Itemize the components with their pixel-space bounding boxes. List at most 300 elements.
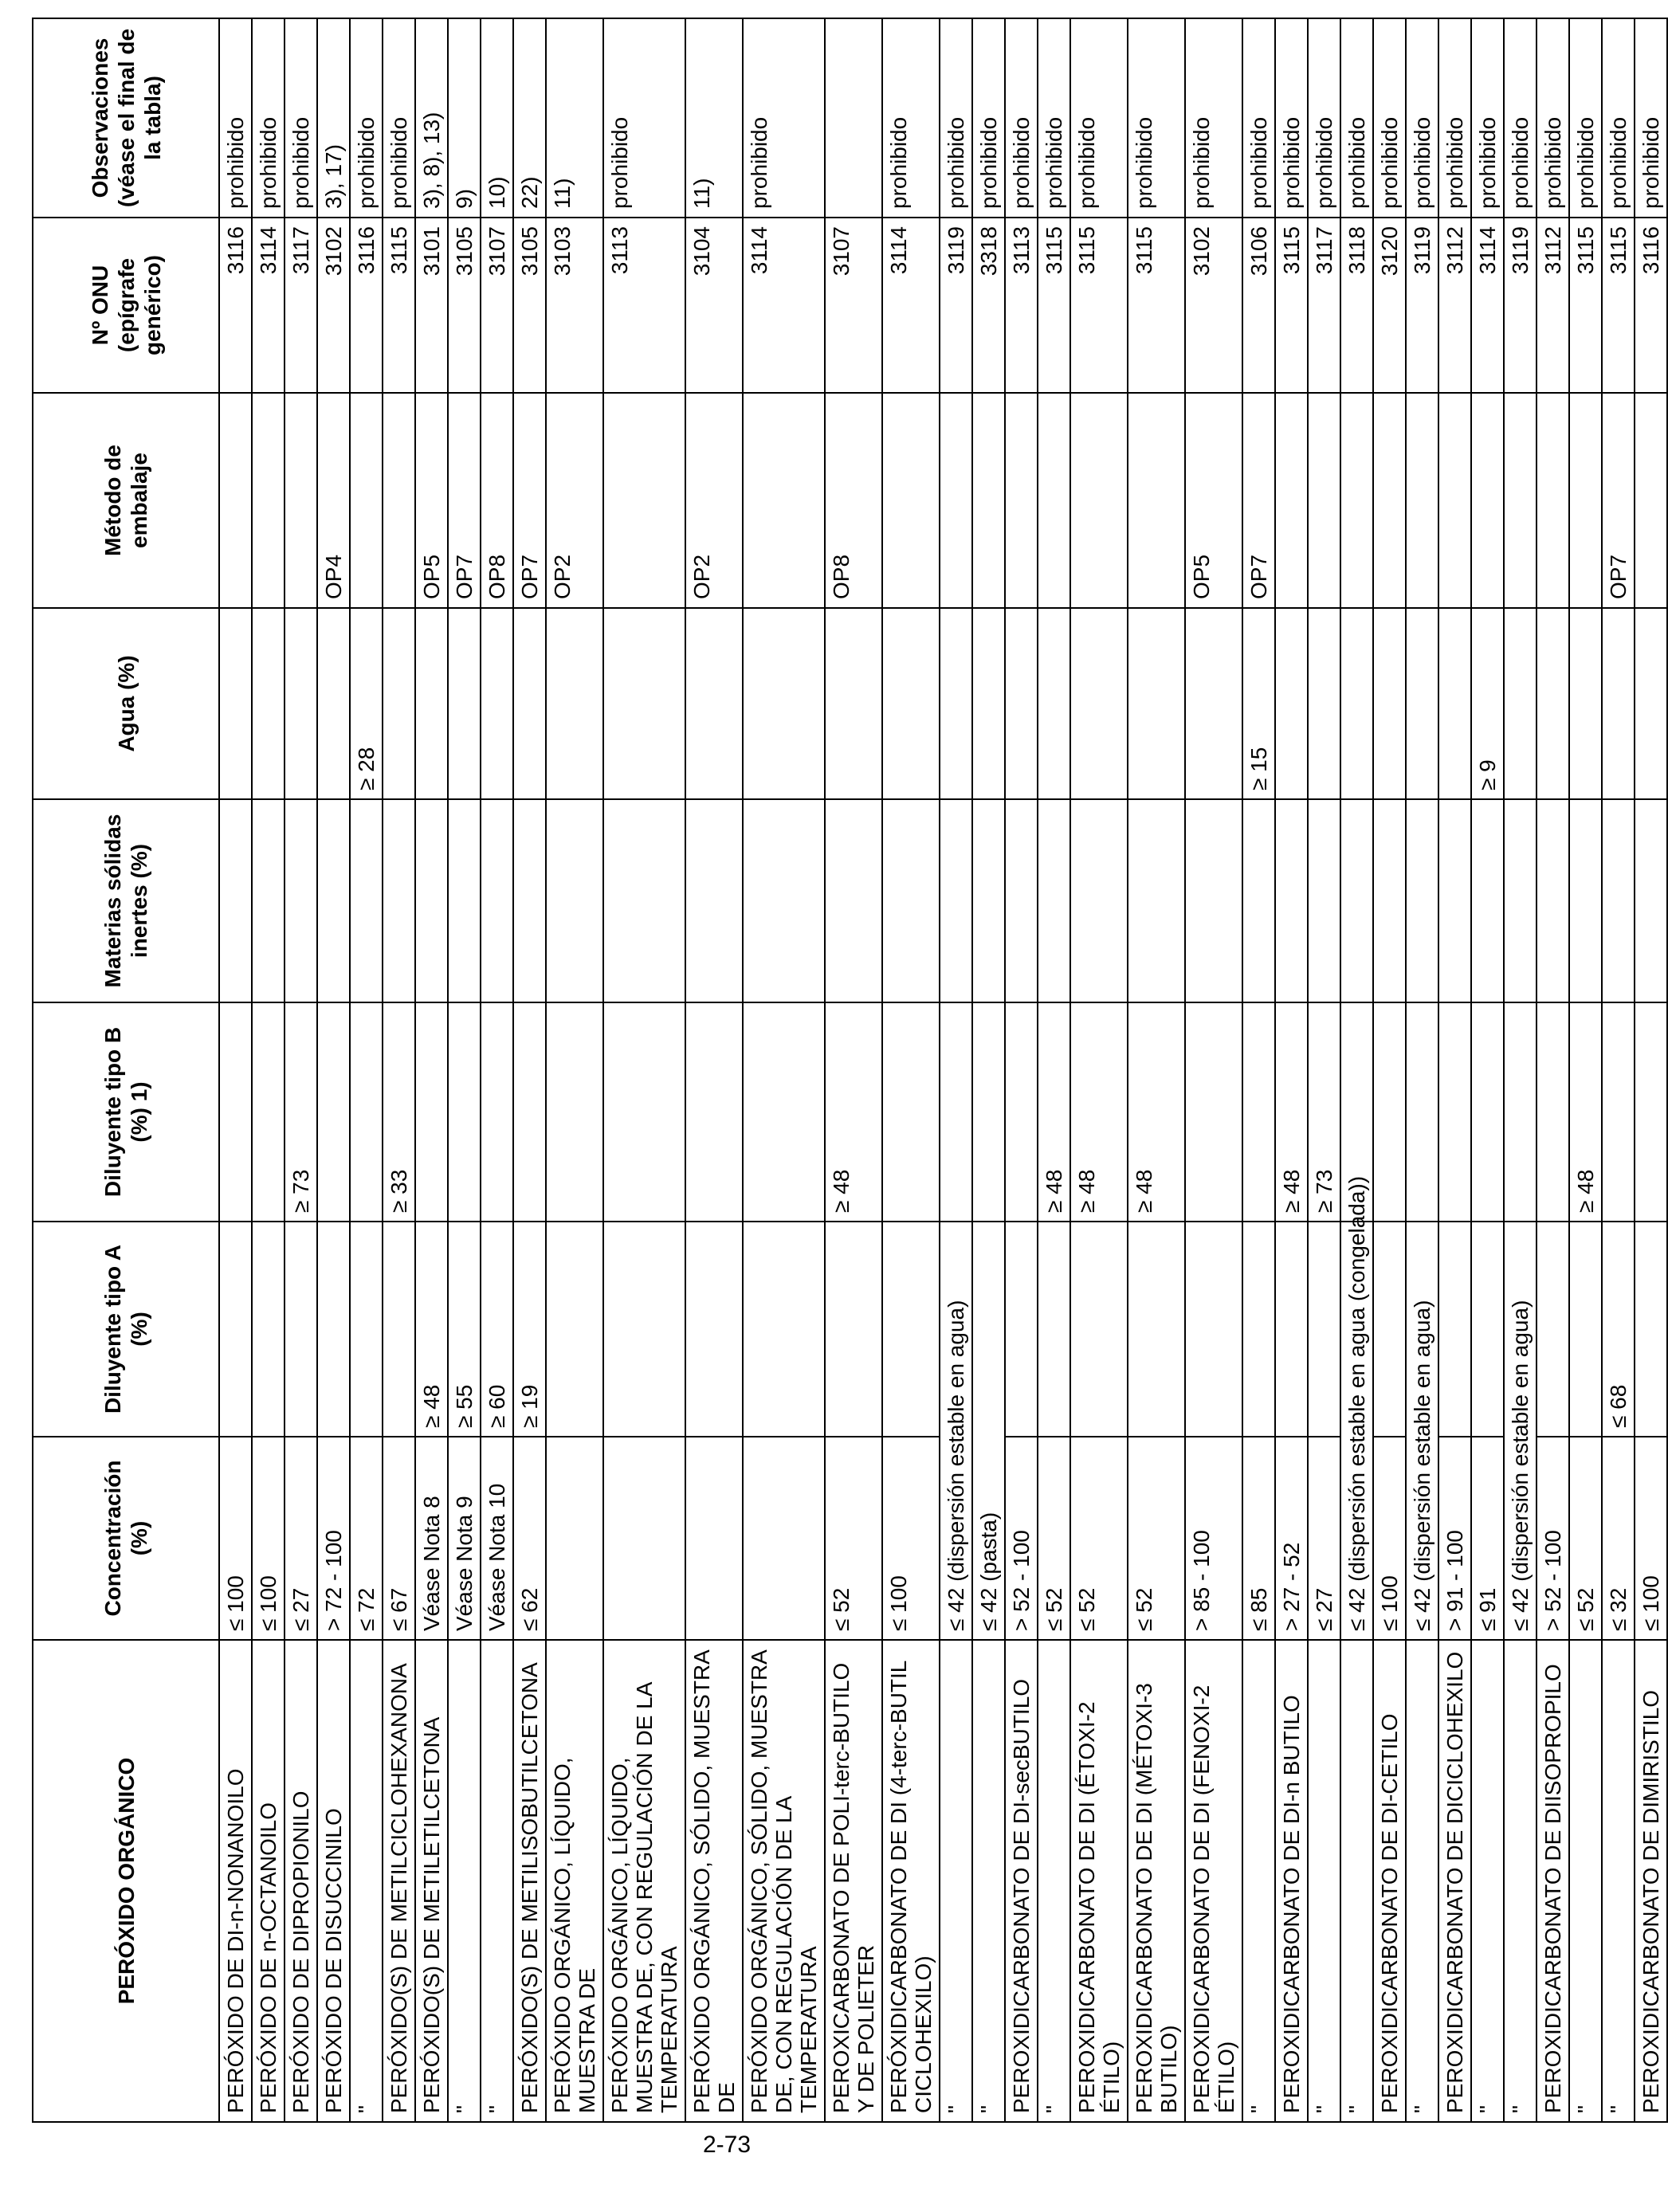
cell-packing-method [940,393,972,608]
cell-inert-solids [1406,799,1438,1002]
cell-peroxide-name: PEROXICARBONATO DE POLI-terc-BUTILO Y DE POLIETER [825,1640,882,2122]
table-row [383,18,415,2122]
cell-diluent-b: ≥ 48 [1275,1002,1308,1222]
cell-un-number: 3117 [1308,218,1340,393]
cell-diluent-b [603,1002,685,1222]
cell-diluent-a [1070,1222,1128,1437]
cell-un-number: 3106 [1242,218,1275,393]
cell-packing-method [1406,393,1438,608]
cell-water [1373,608,1406,799]
cell-packing-method [285,393,317,608]
cell-diluent-b: ≥ 48 [825,1002,882,1222]
header-un-number: Nº ONU (epígrafe genérico) [33,218,219,393]
cell-packing-method [1038,393,1070,608]
cell-packing-method [1635,393,1667,608]
cell-diluent-b [882,1002,940,1222]
cell-diluent-a [219,1222,252,1437]
cell-diluent-a [1128,1222,1185,1437]
cell-diluent-b [415,1002,448,1222]
peroxide-table [32,18,1668,2123]
cell-diluent-a [743,1222,825,1437]
cell-packing-method [1275,393,1308,608]
cell-diluent-a [1275,1222,1308,1437]
cell-un-number: 3103 [546,218,603,393]
cell-remarks: prohibido [1038,18,1070,218]
cell-diluent-b [1635,1002,1667,1222]
cell-diluent-b: ≥ 48 [1070,1002,1128,1222]
cell-peroxide-name: PERÓXIDO ORGÁNICO, LÍQUIDO, MUESTRA DE, CON REGULACIÓN DE LA TEMPERATURA [603,1640,685,2122]
cell-concentration: > 52 - 100 [1537,1437,1569,1640]
cell-packing-method [1005,393,1038,608]
cell-diluent-a [1635,1222,1667,1437]
cell-diluent-b [743,1002,825,1222]
cell-concentration: ≤ 42 (dispersión estable en agua) [1504,1437,1537,1640]
cell-inert-solids [448,799,481,1002]
cell-peroxide-name: " [1406,1640,1438,2122]
cell-remarks: prohibido [1340,18,1373,218]
cell-peroxide-name: PERÓXIDO(S) DE METILCICLOHEXANONA [383,1640,415,2122]
cell-water [383,608,415,799]
cell-water [1038,608,1070,799]
cell-remarks: 9) [448,18,481,218]
cell-diluent-a [1308,1222,1340,1437]
cell-water [1128,608,1185,799]
cell-un-number: 3105 [513,218,546,393]
cell-peroxide-name: " [448,1640,481,2122]
table-row [546,18,603,2122]
cell-remarks: 3), 8), 13) [415,18,448,218]
cell-un-number: 3119 [1504,218,1537,393]
cell-remarks: prohibido [1569,18,1602,218]
cell-peroxide-name: " [1602,1640,1635,2122]
cell-packing-method: OP8 [825,393,882,608]
table-row [1373,18,1406,2122]
cell-water [317,608,350,799]
cell-diluent-b [1373,1002,1406,1222]
cell-packing-method: OP7 [1602,393,1635,608]
cell-packing-method [1504,393,1537,608]
cell-diluent-b: ≥ 48 [1038,1002,1070,1222]
cell-water [1635,608,1667,799]
cell-remarks: prohibido [1275,18,1308,218]
cell-peroxide-name: PERÓXIDO ORGÁNICO, SÓLIDO, MUESTRA DE [685,1640,743,2122]
cell-un-number: 3114 [882,218,940,393]
cell-peroxide-name: PERÓXIDO DE n-OCTANOILO [252,1640,285,2122]
cell-remarks: prohibido [383,18,415,218]
cell-water [513,608,546,799]
cell-remarks: prohibido [743,18,825,218]
cell-packing-method [603,393,685,608]
cell-peroxide-name: " [1242,1640,1275,2122]
cell-concentration: ≤ 72 [350,1437,383,1640]
header-organic-peroxide: PERÓXIDO ORGÁNICO [33,1640,219,2122]
cell-un-number: 3113 [1005,218,1038,393]
cell-diluent-a [1569,1222,1602,1437]
cell-water: ≥ 9 [1471,608,1504,799]
cell-peroxide-name: " [1569,1640,1602,2122]
cell-inert-solids [546,799,603,1002]
cell-water [252,608,285,799]
cell-remarks: 11) [685,18,743,218]
table-row [1185,18,1242,2122]
cell-inert-solids [1185,799,1242,1002]
cell-diluent-a: ≤ 68 [1602,1222,1635,1437]
cell-peroxide-name: PEROXIDICARBONATO DE DI (MÉTOXI-3 BUTILO) [1128,1640,1185,2122]
cell-water [448,608,481,799]
cell-water [1340,608,1373,799]
cell-un-number: 3318 [972,218,1005,393]
cell-concentration: ≤ 100 [882,1437,940,1640]
table-row [350,18,383,2122]
cell-packing-method [1438,393,1471,608]
cell-diluent-b [481,1002,513,1222]
header-water: Agua (%) [33,608,219,799]
cell-diluent-a [1438,1222,1471,1437]
cell-inert-solids [603,799,685,1002]
table-row [1070,18,1128,2122]
cell-concentration: > 52 - 100 [1005,1437,1038,1640]
cell-packing-method: OP2 [546,393,603,608]
cell-diluent-a [603,1222,685,1437]
cell-diluent-b: ≥ 73 [1308,1002,1340,1222]
cell-diluent-b [1537,1002,1569,1222]
cell-peroxide-name: PERÓXIDO ORGÁNICO, SÓLIDO, MUESTRA DE, CON REGULACIÓN DE LA TEMPERATURA [743,1640,825,2122]
cell-inert-solids [1438,799,1471,1002]
cell-diluent-a [1005,1222,1038,1437]
cell-peroxide-name: PERÓXIDICARBONATO DE DI (4-terc-BUTIL CICLOHEXILO) [882,1640,940,2122]
cell-remarks: prohibido [1602,18,1635,218]
cell-concentration: ≤ 27 [285,1437,317,1640]
cell-peroxide-name: PEROXIDICARBONATO DE DI-n BUTILO [1275,1640,1308,2122]
cell-remarks: 11) [546,18,603,218]
cell-un-number: 3119 [1406,218,1438,393]
cell-peroxide-name: " [350,1640,383,2122]
cell-concentration: ≤ 52 [1070,1437,1128,1640]
cell-packing-method [1128,393,1185,608]
cell-remarks: prohibido [1471,18,1504,218]
cell-inert-solids [1005,799,1038,1002]
cell-diluent-a [1373,1222,1406,1437]
cell-un-number: 3116 [1635,218,1667,393]
header-diluent-a: Diluyente tipo A (%) [33,1222,219,1437]
cell-concentration: ≤ 32 [1602,1437,1635,1640]
table-row [285,18,317,2122]
cell-packing-method [252,393,285,608]
cell-water [415,608,448,799]
cell-inert-solids [1308,799,1340,1002]
table-row [1005,18,1038,2122]
cell-diluent-a [1471,1222,1504,1437]
cell-inert-solids [1038,799,1070,1002]
cell-water [882,608,940,799]
table-row [825,18,882,2122]
cell-peroxide-name: PEROXIDICARBONATO DE DI (FENOXI-2 ÉTILO) [1185,1640,1242,2122]
cell-water [1537,608,1569,799]
cell-packing-method [1569,393,1602,608]
cell-concentration: Véase Nota 10 [481,1437,513,1640]
cell-packing-method [1340,393,1373,608]
cell-water [1602,608,1635,799]
cell-concentration: ≤ 91 [1471,1437,1504,1640]
cell-concentration: Véase Nota 8 [415,1437,448,1640]
cell-diluent-a [383,1222,415,1437]
cell-remarks: prohibido [1373,18,1406,218]
cell-diluent-b [1471,1002,1504,1222]
cell-peroxide-name: PEROXIDICARBONATO DE DIISOPROPILO [1537,1640,1569,2122]
cell-remarks: prohibido [603,18,685,218]
page-number: 2-73 [702,2132,752,2158]
cell-diluent-a: ≥ 19 [513,1222,546,1437]
cell-water [546,608,603,799]
cell-remarks: prohibido [1537,18,1569,218]
cell-remarks: prohibido [285,18,317,218]
cell-peroxide-name: PEROXIDICARBONATO DE DI (ÉTOXI-2 ÉTILO) [1070,1640,1128,2122]
cell-inert-solids [415,799,448,1002]
cell-un-number: 3115 [1128,218,1185,393]
cell-concentration: ≤ 52 [1038,1437,1070,1640]
cell-concentration: ≤ 27 [1308,1437,1340,1640]
table-row [882,18,940,2122]
cell-inert-solids [383,799,415,1002]
cell-water [1005,608,1038,799]
cell-diluent-b [1242,1002,1275,1222]
cell-diluent-a: ≥ 48 [415,1222,448,1437]
cell-concentration: > 27 - 52 [1275,1437,1308,1640]
cell-peroxide-name: PEROXIDICARBONATO DE DIMIRISTILO [1635,1640,1667,2122]
cell-un-number: 3113 [603,218,685,393]
cell-peroxide-name: " [1471,1640,1504,2122]
table-row [972,18,1005,2122]
table-row [1308,18,1340,2122]
cell-peroxide-name: " [1504,1640,1537,2122]
cell-inert-solids [1602,799,1635,1002]
cell-concentration: ≤ 85 [1242,1437,1275,1640]
cell-packing-method: OP7 [1242,393,1275,608]
cell-diluent-b [350,1002,383,1222]
cell-inert-solids [1275,799,1308,1002]
cell-un-number: 3102 [1185,218,1242,393]
cell-concentration: ≤ 67 [383,1437,415,1640]
header-remarks: Observaciones (véase el final de la tabla) [33,18,219,218]
cell-peroxide-name: PERÓXIDO ORGÁNICO, LÍQUIDO, MUESTRA DE [546,1640,603,2122]
table-row [685,18,743,2122]
header-inert-solids: Materias sólidas inertes (%) [33,799,219,1002]
cell-packing-method [1471,393,1504,608]
cell-un-number: 3114 [743,218,825,393]
cell-remarks: prohibido [882,18,940,218]
cell-remarks: prohibido [1128,18,1185,218]
table-row [252,18,285,2122]
cell-packing-method: OP5 [415,393,448,608]
cell-un-number: 3114 [1471,218,1504,393]
cell-diluent-a [285,1222,317,1437]
cell-peroxide-name: PERÓXIDO(S) DE METILISOBUTILCETONA [513,1640,546,2122]
cell-un-number: 3115 [1038,218,1070,393]
cell-concentration: ≤ 42 (dispersión estable en agua (congelada)) [1340,1437,1373,1640]
cell-water [1275,608,1308,799]
cell-peroxide-name: PEROXIDICARBONATO DE DI-CETILO [1373,1640,1406,2122]
cell-water [1406,608,1438,799]
table-row [1438,18,1471,2122]
cell-un-number: 3107 [481,218,513,393]
cell-remarks [825,18,882,218]
cell-peroxide-name: " [1340,1640,1373,2122]
cell-diluent-a [1038,1222,1070,1437]
cell-peroxide-name: " [940,1640,972,2122]
cell-packing-method [882,393,940,608]
cell-inert-solids [1504,799,1537,1002]
cell-diluent-b [448,1002,481,1222]
cell-diluent-b [513,1002,546,1222]
cell-packing-method: OP4 [317,393,350,608]
table-row [1504,18,1537,2122]
cell-un-number: 3116 [219,218,252,393]
cell-peroxide-name: " [1038,1640,1070,2122]
cell-packing-method: OP7 [513,393,546,608]
cell-diluent-b [1406,1002,1438,1222]
cell-concentration: ≤ 42 (dispersión estable en agua) [940,1437,972,1640]
cell-un-number: 3107 [825,218,882,393]
cell-concentration: ≤ 100 [1635,1437,1667,1640]
rotated-page [32,19,1663,2123]
cell-diluent-a: ≥ 55 [448,1222,481,1437]
cell-un-number: 3105 [448,218,481,393]
cell-packing-method [383,393,415,608]
cell-water [1308,608,1340,799]
cell-inert-solids [350,799,383,1002]
cell-peroxide-name: PEROXIDICARBONATO DE DI-secBUTILO [1005,1640,1038,2122]
cell-water [481,608,513,799]
cell-diluent-b [972,1002,1005,1222]
cell-diluent-a [1242,1222,1275,1437]
cell-water [603,608,685,799]
cell-packing-method [1308,393,1340,608]
cell-diluent-b [1602,1002,1635,1222]
cell-un-number: 3115 [383,218,415,393]
cell-inert-solids [1635,799,1667,1002]
cell-packing-method [1373,393,1406,608]
cell-packing-method: OP8 [481,393,513,608]
cell-packing-method [350,393,383,608]
cell-diluent-b [546,1002,603,1222]
cell-remarks: prohibido [1308,18,1340,218]
cell-concentration: Véase Nota 9 [448,1437,481,1640]
cell-inert-solids [972,799,1005,1002]
cell-remarks: prohibido [940,18,972,218]
cell-remarks: prohibido [1185,18,1242,218]
cell-water [685,608,743,799]
cell-concentration: ≤ 100 [1373,1437,1406,1640]
cell-inert-solids [1537,799,1569,1002]
cell-diluent-a: ≥ 60 [481,1222,513,1437]
cell-concentration: ≤ 42 (pasta) [972,1437,1005,1640]
cell-inert-solids [1373,799,1406,1002]
cell-packing-method: OP2 [685,393,743,608]
cell-water [1504,608,1537,799]
cell-concentration: > 85 - 100 [1185,1437,1242,1640]
table-row [1406,18,1438,2122]
cell-water: ≥ 15 [1242,608,1275,799]
cell-un-number: 3102 [317,218,350,393]
cell-concentration: ≤ 100 [219,1437,252,1640]
cell-remarks: prohibido [1438,18,1471,218]
table-row [1038,18,1070,2122]
cell-remarks: 22) [513,18,546,218]
cell-inert-solids [685,799,743,1002]
table-row [1128,18,1185,2122]
cell-packing-method [1537,393,1569,608]
cell-un-number: 3101 [415,218,448,393]
cell-peroxide-name: " [481,1640,513,2122]
table-row [481,18,513,2122]
cell-diluent-b [940,1002,972,1222]
header-packing-method: Método de embalaje [33,393,219,608]
cell-water [219,608,252,799]
cell-un-number: 3115 [1569,218,1602,393]
cell-un-number: 3115 [1275,218,1308,393]
cell-remarks: prohibido [972,18,1005,218]
cell-packing-method [219,393,252,608]
cell-concentration [685,1437,743,1640]
cell-inert-solids [1340,799,1373,1002]
cell-inert-solids [252,799,285,1002]
table-row [1537,18,1569,2122]
cell-remarks: prohibido [1504,18,1537,218]
cell-peroxide-name: PERÓXIDO DE DI-n-NONANOILO [219,1640,252,2122]
cell-diluent-a [317,1222,350,1437]
header-diluent-b: Diluyente tipo B (%) 1) [33,1002,219,1222]
cell-concentration: > 72 - 100 [317,1437,350,1640]
table-row [317,18,350,2122]
cell-peroxide-name: PERÓXIDO DE DIPROPIONILO [285,1640,317,2122]
cell-inert-solids [285,799,317,1002]
cell-remarks: prohibido [219,18,252,218]
cell-diluent-a [1537,1222,1569,1437]
cell-packing-method [1070,393,1128,608]
table-row [1242,18,1275,2122]
header-concentration: Concentración (%) [33,1437,219,1640]
cell-packing-method: OP7 [448,393,481,608]
cell-packing-method: OP5 [1185,393,1242,608]
cell-un-number: 3104 [685,218,743,393]
cell-un-number: 3119 [940,218,972,393]
table-row [603,18,685,2122]
cell-concentration [603,1437,685,1640]
table-row [415,18,448,2122]
cell-diluent-b [219,1002,252,1222]
table-row [1340,18,1373,2122]
table-row [219,18,252,2122]
cell-un-number: 3112 [1438,218,1471,393]
cell-water [1438,608,1471,799]
cell-diluent-b [317,1002,350,1222]
cell-diluent-b [1005,1002,1038,1222]
cell-inert-solids [481,799,513,1002]
cell-inert-solids [219,799,252,1002]
cell-un-number: 3118 [1340,218,1373,393]
cell-un-number: 3116 [350,218,383,393]
cell-remarks: prohibido [1005,18,1038,218]
table-row [743,18,825,2122]
cell-un-number: 3114 [252,218,285,393]
cell-water [743,608,825,799]
cell-inert-solids [743,799,825,1002]
cell-un-number: 3115 [1070,218,1128,393]
cell-water: ≥ 28 [350,608,383,799]
cell-inert-solids [882,799,940,1002]
cell-concentration: ≤ 52 [825,1437,882,1640]
cell-peroxide-name: PERÓXIDO(S) DE METILETILCETONA [415,1640,448,2122]
